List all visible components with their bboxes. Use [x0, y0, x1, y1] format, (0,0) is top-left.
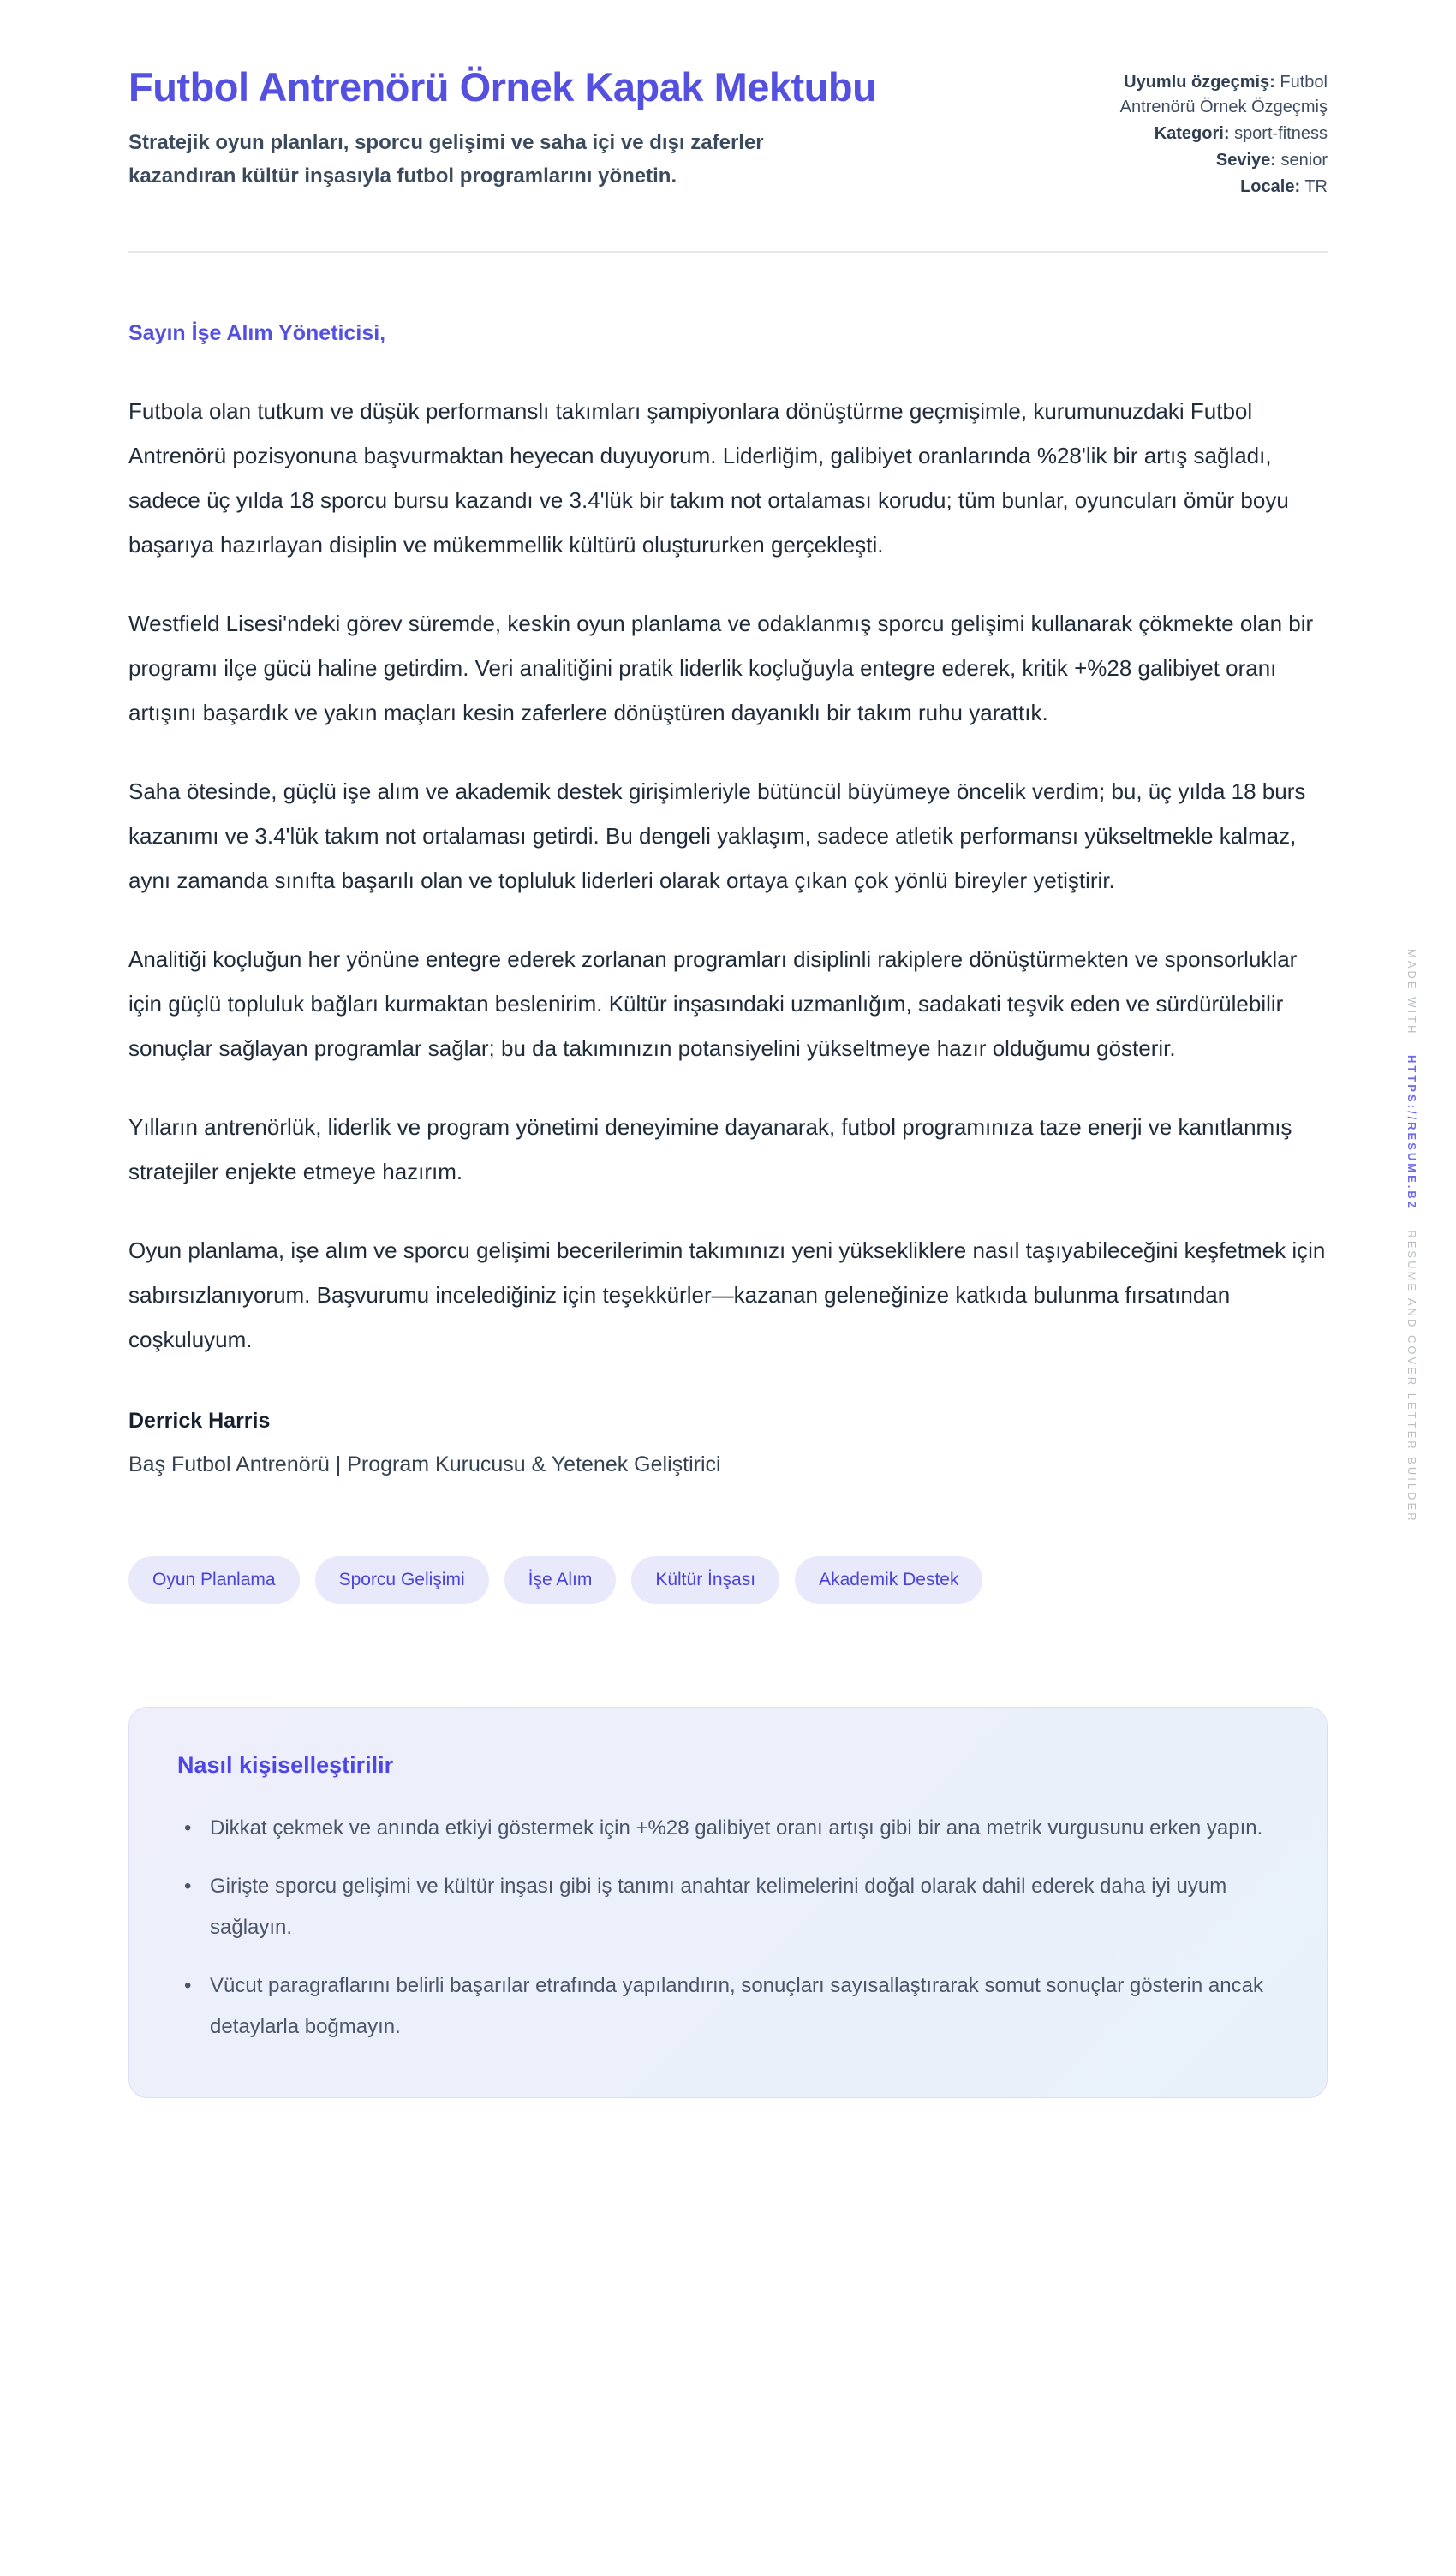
meta-matching-resume — [1079, 70, 1328, 120]
letter-greeting: Sayın İşe Alım Yöneticisi, — [128, 321, 386, 345]
document-meta — [1079, 62, 1328, 201]
tip-item: • Dikkat çekmek ve anında etkiyi göstermek için +%28 galibiyet oranı artışı gibi bir ana metrik vurgusunu erken yapın. — [177, 1808, 1279, 1849]
signature-title: Baş Futbol Antrenörü | Program Kurucusu & Yetenek Geliştirici — [128, 1452, 721, 1476]
letter-paragraph: Westfield Lisesi'ndeki görev süremde, keskin oyun planlama ve odaklanmış sporcu gelişimi kullanarak çökmekte olan bir programı ilçe gücü haline getirdim. Veri analitiğini pratik liderlik koçluğuyla entegre ederek, kritik +%28 galibiyet oranı artışını başardık ve yakın maçları kesin zaferlere dönüştüren dayanıklı bir takım ruhu yarattık. — [128, 611, 1314, 725]
document-header — [128, 62, 1328, 201]
skill-tags — [128, 1556, 1328, 1604]
header-title-block — [128, 62, 882, 193]
watermark-url-link[interactable]: HTTPS://RESUME.BZ — [1405, 1055, 1418, 1211]
tip-item: • Vücut paragraflarını belirli başarılar etrafında yapılandırın, sonuçları sayısallaştırarak somut sonuçlar gösterin ancak detaylarla boğmayın. — [177, 1965, 1279, 2048]
letter-paragraph: Oyun planlama, işe alım ve sporcu gelişimi becerilerimin takımınızı yeni yüksekliklere nasıl taşıyabileceğini keşfetmek için sabırsızlanıyorum. Başvurumu incelediğiniz için teşekkürler—kazanan geleneğinize katkıda bulunma fırsatından coşkuluyum. — [128, 1237, 1326, 1352]
meta-category — [1079, 122, 1328, 146]
letter-paragraph: Analitiği koçluğun her yönüne entegre ederek zorlanan programları disiplinli rakiplere dönüştürmekten ve sponsorluklar için güçlü topluluk bağları kurmaktan beslenirim. Kültür inşasındaki uzmanlığım, sadakati teşvik eden ve sürdürülebilir sonuçlar sağlayan programlar sağlar; bu da takımınızın potansiyelini yükseltmeye hazır olduğumu gösterir. — [128, 946, 1298, 1061]
tag-kultur-insasi[interactable]: Kültür İnşası — [631, 1556, 779, 1604]
letter-paragraph: Futbola olan tutkum ve düşük performanslı takımları şampiyonlara dönüştürme geçmişimle, kurumunuzdaki Futbol Antrenörü pozisyonuna başvurmaktan heyecan duyuyorum. Liderliğim, galibiyet oranlarında %28'lik bir artış sağladı, sadece üç yılda 18 sporcu bursu kazandı ve 3.4'lük bir takım not ortalaması korudu; tüm bunlar, oyuncuları ömür boyu başarıya hazırlayan disiplin ve mükemmellik kültürü oluştururken gerçekleşti. — [128, 398, 1289, 558]
personalization-tips-box — [128, 1707, 1328, 2098]
tag-ise-alim[interactable]: İşe Alım — [504, 1556, 617, 1604]
meta-category-value: sport-fitness — [1234, 124, 1328, 143]
meta-category-label: Kategori: — [1154, 124, 1230, 143]
page-subtitle: Stratejik oyun planları, sporcu gelişimi ve saha içi ve dışı zaferler kazandıran kültür inşasıyla futbol programlarını yönetin. — [128, 131, 764, 188]
meta-matching-resume-label: Uyumlu özgeçmiş: — [1124, 73, 1275, 92]
tip-item: • Girişte sporcu gelişimi ve kültür inşası gibi iş tanımı anahtar kelimelerini doğal olarak dahil ederek daha iyi uyum sağlayın. — [177, 1866, 1279, 1948]
meta-level-label: Seviye: — [1215, 151, 1276, 170]
meta-locale — [1079, 175, 1328, 200]
signature-name: Derrick Harris — [128, 1409, 271, 1433]
page-container — [128, 0, 1328, 2098]
meta-locale-label: Locale: — [1240, 177, 1301, 196]
meta-level-value: senior — [1280, 151, 1328, 170]
watermark-made-with: MADE WİTH — [1405, 949, 1418, 1036]
meta-matching-resume-value: Futbol Antrenörü Örnek Özgeçmiş — [1119, 73, 1328, 116]
page-title: Futbol Antrenörü Örnek Kapak Mektubu — [128, 64, 877, 110]
watermark-suffix: RESUME AND COVER LETTER BUİLDER — [1405, 1230, 1418, 1524]
tips-title: Nasıl kişiselleştirilir — [177, 1752, 394, 1778]
tag-sporcu-gelisimi[interactable]: Sporcu Gelişimi — [315, 1556, 489, 1604]
side-watermark — [1405, 949, 1418, 1524]
cover-letter-body — [128, 321, 1328, 1477]
letter-paragraph: Yılların antrenörlük, liderlik ve program yönetimi deneyimine dayanarak, futbol programınıza taze enerji ve kanıtlanmış stratejiler enjekte etmeye hazırım. — [128, 1114, 1292, 1184]
tips-list — [177, 1808, 1279, 2048]
tag-oyun-planlama[interactable]: Oyun Planlama — [128, 1556, 300, 1604]
tag-akademik-destek[interactable]: Akademik Destek — [795, 1556, 982, 1604]
meta-locale-value: TR — [1304, 177, 1328, 196]
header-divider — [128, 251, 1328, 253]
letter-paragraph: Saha ötesinde, güçlü işe alım ve akademik destek girişimleriyle bütüncül büyümeye öncelik verdim; bu, üç yılda 18 burs kazanımı ve 3.4'lük takım not ortalaması getirdi. Bu dengeli yaklaşım, sadece atletik performansı yükseltmekle kalmaz, aynı zamanda sınıfta başarılı olan ve topluluk liderleri olarak ortaya çıkan çok yönlü bireyler yetiştirir. — [128, 778, 1306, 893]
meta-level — [1079, 148, 1328, 173]
